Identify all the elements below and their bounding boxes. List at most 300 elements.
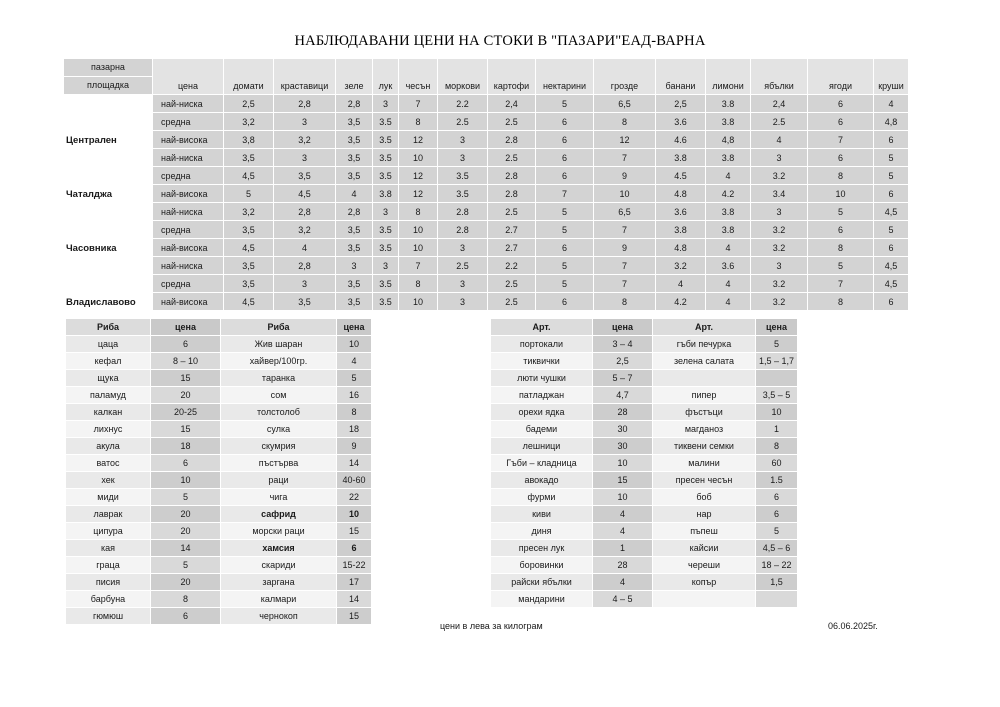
column-header-product: лимони	[706, 59, 751, 95]
price-value: 8	[399, 203, 438, 221]
price-value: 6	[536, 293, 594, 311]
item-name: сом	[221, 387, 337, 404]
price-value: 3.2	[656, 257, 706, 275]
price-row	[64, 167, 909, 185]
price-value: 3.2	[751, 293, 808, 311]
price-value: 6	[536, 239, 594, 257]
item-row	[491, 353, 798, 370]
price-value: 4.6	[656, 131, 706, 149]
price-value: 4	[751, 131, 808, 149]
price-value: 5	[874, 149, 909, 167]
item-price: 60	[756, 455, 798, 472]
price-row	[64, 275, 909, 293]
price-value: 8	[399, 113, 438, 131]
price-value: 2.5	[488, 203, 536, 221]
item-name: пипер	[653, 387, 756, 404]
item-price: 6	[337, 540, 372, 557]
item-name: Жив шаран	[221, 336, 337, 353]
price-value: 7	[594, 149, 656, 167]
item-price: 17	[337, 574, 372, 591]
item-name: толстолоб	[221, 404, 337, 421]
price-value: 5	[808, 203, 874, 221]
item-price: 5	[756, 336, 798, 353]
corner-label-top: пазарна	[64, 59, 152, 77]
price-value: 3	[274, 149, 336, 167]
price-value: 10	[594, 185, 656, 203]
item-price: 5	[151, 557, 221, 574]
item-price: 1,5 – 1,7	[756, 353, 798, 370]
price-value: 12	[594, 131, 656, 149]
price-value: 3.5	[438, 185, 488, 203]
item-row	[66, 557, 372, 574]
main-price-table	[63, 58, 909, 311]
art-table-container	[490, 318, 798, 608]
column-header: Арт.	[491, 319, 593, 336]
price-value: 4	[706, 239, 751, 257]
price-value: 5	[536, 221, 594, 239]
price-value: 3.5	[373, 131, 399, 149]
item-row	[491, 472, 798, 489]
item-row	[66, 472, 372, 489]
item-row	[66, 370, 372, 387]
price-value: 3,5	[336, 239, 373, 257]
item-price: 18	[151, 438, 221, 455]
price-value: 3,5	[224, 221, 274, 239]
price-value: 5	[874, 221, 909, 239]
price-value: 2.8	[488, 131, 536, 149]
price-value: 2.8	[488, 185, 536, 203]
price-value: 3.2	[751, 239, 808, 257]
price-row	[64, 203, 909, 221]
price-value: 7	[808, 275, 874, 293]
price-value: 3.8	[656, 149, 706, 167]
item-row	[66, 591, 372, 608]
item-price: 10	[151, 472, 221, 489]
item-price: 8	[151, 591, 221, 608]
column-header-product: банани	[656, 59, 706, 95]
item-name: граца	[66, 557, 151, 574]
column-header-price: цена	[153, 59, 224, 95]
item-name: пъстърва	[221, 455, 337, 472]
column-header-product: зеле	[336, 59, 373, 95]
item-name: мандарини	[491, 591, 593, 608]
price-row	[64, 149, 909, 167]
price-value: 4,5	[224, 239, 274, 257]
header-row	[66, 319, 372, 336]
column-header-product: грозде	[594, 59, 656, 95]
item-price: 30	[593, 438, 653, 455]
column-header: цена	[593, 319, 653, 336]
price-value: 3,5	[224, 149, 274, 167]
item-name: кефал	[66, 353, 151, 370]
item-name: пресен лук	[491, 540, 593, 557]
item-name	[653, 370, 756, 387]
art-table-body	[491, 336, 798, 608]
price-value: 8	[808, 239, 874, 257]
item-name: скумрия	[221, 438, 337, 455]
column-header: цена	[337, 319, 372, 336]
price-value: 3.8	[706, 113, 751, 131]
item-row	[66, 574, 372, 591]
item-row	[66, 523, 372, 540]
item-name: пъпеш	[653, 523, 756, 540]
item-name: лаврак	[66, 506, 151, 523]
item-price: 14	[337, 591, 372, 608]
price-value: 2,8	[274, 203, 336, 221]
price-value: 2.5	[488, 275, 536, 293]
price-value: 6	[536, 149, 594, 167]
price-value: 3.5	[373, 113, 399, 131]
item-row	[66, 421, 372, 438]
price-value: 10	[399, 221, 438, 239]
price-unit-note: цени в лева за килограм	[440, 621, 543, 631]
price-value: 3,5	[336, 167, 373, 185]
price-value: 3	[373, 257, 399, 275]
price-value: 3	[438, 293, 488, 311]
price-value: 3.5	[373, 239, 399, 257]
column-header: Риба	[66, 319, 151, 336]
price-value: 12	[399, 167, 438, 185]
price-value: 4.2	[656, 293, 706, 311]
price-value: 5	[536, 257, 594, 275]
price-value: 6,5	[594, 95, 656, 113]
price-value: 6	[808, 149, 874, 167]
item-name	[653, 591, 756, 608]
price-tier-label: най-висока	[153, 185, 224, 203]
item-price: 20	[151, 506, 221, 523]
item-name: морски раци	[221, 523, 337, 540]
item-price: 2,5	[593, 353, 653, 370]
price-value: 3,8	[224, 131, 274, 149]
price-tier-label: най-висока	[153, 239, 224, 257]
item-row	[491, 387, 798, 404]
price-value: 3	[438, 131, 488, 149]
price-value: 4,8	[874, 113, 909, 131]
item-name: цаца	[66, 336, 151, 353]
item-price: 4	[337, 353, 372, 370]
price-value: 3.2	[751, 275, 808, 293]
price-value: 6	[874, 239, 909, 257]
price-value: 4,8	[706, 131, 751, 149]
price-tier-label: най-висока	[153, 293, 224, 311]
price-value: 3	[438, 275, 488, 293]
item-price: 3 – 4	[593, 336, 653, 353]
price-value: 2,5	[656, 95, 706, 113]
price-value: 3	[751, 203, 808, 221]
price-value: 3	[751, 149, 808, 167]
price-value: 2.8	[438, 203, 488, 221]
price-value: 5	[874, 167, 909, 185]
fish-table-container	[65, 318, 372, 625]
item-price: 6	[151, 336, 221, 353]
item-name: лешници	[491, 438, 593, 455]
item-price: 10	[756, 404, 798, 421]
price-value: 10	[399, 149, 438, 167]
item-price: 5	[756, 523, 798, 540]
price-value: 8	[808, 293, 874, 311]
price-value: 4	[706, 275, 751, 293]
art-price-table	[490, 318, 798, 608]
price-value: 2.5	[488, 293, 536, 311]
price-value: 3	[274, 275, 336, 293]
price-row	[64, 185, 909, 203]
item-price: 4,7	[593, 387, 653, 404]
item-price: 30	[593, 421, 653, 438]
price-value: 4,5	[224, 167, 274, 185]
column-header-product: картофи	[488, 59, 536, 95]
price-value: 3	[336, 257, 373, 275]
price-value: 2,4	[751, 95, 808, 113]
item-name: писия	[66, 574, 151, 591]
column-header: Риба	[221, 319, 337, 336]
price-value: 3.8	[373, 185, 399, 203]
item-name: орехи ядка	[491, 404, 593, 421]
item-name: заргана	[221, 574, 337, 591]
price-value: 6	[808, 221, 874, 239]
item-name: паламуд	[66, 387, 151, 404]
price-value: 3,5	[336, 149, 373, 167]
price-value: 5	[536, 203, 594, 221]
price-value: 6,5	[594, 203, 656, 221]
item-name: чернокоп	[221, 608, 337, 625]
price-value: 12	[399, 131, 438, 149]
item-name: фъстъци	[653, 404, 756, 421]
price-tier-label: средна	[153, 275, 224, 293]
item-price: 20	[151, 387, 221, 404]
price-tier-label: най-ниска	[153, 203, 224, 221]
column-header-product: домати	[224, 59, 274, 95]
price-value: 8	[399, 275, 438, 293]
price-value: 2.5	[438, 257, 488, 275]
item-name: гюмюш	[66, 608, 151, 625]
item-price: 22	[337, 489, 372, 506]
price-value: 3	[274, 113, 336, 131]
price-value: 4	[274, 239, 336, 257]
price-value: 2.2	[438, 95, 488, 113]
price-value: 3.6	[656, 203, 706, 221]
item-price: 6	[756, 489, 798, 506]
price-value: 6	[808, 95, 874, 113]
item-name: хек	[66, 472, 151, 489]
column-header-product: лук	[373, 59, 399, 95]
price-value: 12	[399, 185, 438, 203]
item-name: фурми	[491, 489, 593, 506]
item-price: 40-60	[337, 472, 372, 489]
price-value: 4.8	[656, 185, 706, 203]
price-value: 2,4	[488, 95, 536, 113]
item-price: 18 – 22	[756, 557, 798, 574]
item-row	[66, 608, 372, 625]
item-name: малини	[653, 455, 756, 472]
price-value: 3,2	[224, 113, 274, 131]
price-tier-label: най-ниска	[153, 95, 224, 113]
fish-table-body	[66, 336, 372, 625]
price-value: 3,5	[336, 131, 373, 149]
price-value: 2,8	[274, 95, 336, 113]
item-price: 16	[337, 387, 372, 404]
item-name: скариди	[221, 557, 337, 574]
item-name: тиквени семки	[653, 438, 756, 455]
main-table-body	[64, 95, 909, 311]
price-value: 3,5	[224, 275, 274, 293]
price-value: 3,5	[274, 167, 336, 185]
price-row	[64, 95, 909, 113]
item-row	[66, 387, 372, 404]
item-name: райски ябълки	[491, 574, 593, 591]
item-row	[66, 404, 372, 421]
item-name: портокали	[491, 336, 593, 353]
column-header-product: чесън	[399, 59, 438, 95]
item-row	[66, 489, 372, 506]
item-price: 8	[337, 404, 372, 421]
item-name: кая	[66, 540, 151, 557]
item-price: 5	[151, 489, 221, 506]
item-price: 6	[756, 506, 798, 523]
item-row	[491, 506, 798, 523]
item-name: чига	[221, 489, 337, 506]
price-value: 6	[808, 113, 874, 131]
item-price: 4,5 – 6	[756, 540, 798, 557]
price-value: 3.6	[656, 113, 706, 131]
item-name: ципура	[66, 523, 151, 540]
price-value: 3,5	[224, 257, 274, 275]
price-value: 7	[594, 221, 656, 239]
price-value: 4	[874, 95, 909, 113]
item-name: ватос	[66, 455, 151, 472]
item-price: 14	[151, 540, 221, 557]
price-row	[64, 239, 909, 257]
item-row	[491, 557, 798, 574]
price-value: 2.5	[751, 113, 808, 131]
column-header-product: ябълки	[751, 59, 808, 95]
item-price: 4	[593, 574, 653, 591]
item-price	[756, 370, 798, 387]
price-value: 2.5	[488, 149, 536, 167]
item-price: 20	[151, 574, 221, 591]
market-name: Владиславово	[64, 257, 153, 311]
price-value: 3.6	[706, 257, 751, 275]
price-value: 3,5	[336, 275, 373, 293]
item-price: 15	[337, 523, 372, 540]
item-name: люти чушки	[491, 370, 593, 387]
item-price: 1	[593, 540, 653, 557]
price-value: 2,8	[336, 203, 373, 221]
price-value: 3	[438, 149, 488, 167]
price-value: 7	[594, 257, 656, 275]
price-value: 6	[874, 185, 909, 203]
item-name: бадеми	[491, 421, 593, 438]
corner-label-bottom: площадка	[86, 80, 130, 90]
column-header: цена	[151, 319, 221, 336]
price-row	[64, 113, 909, 131]
price-value: 7	[808, 131, 874, 149]
item-price	[756, 591, 798, 608]
price-tier-label: средна	[153, 167, 224, 185]
item-name: авокадо	[491, 472, 593, 489]
price-value: 3,5	[336, 293, 373, 311]
item-row	[491, 540, 798, 557]
item-row	[66, 353, 372, 370]
item-name: Гъби – кладница	[491, 455, 593, 472]
price-value: 3,5	[336, 221, 373, 239]
price-value: 3,2	[224, 203, 274, 221]
price-tier-label: най-ниска	[153, 257, 224, 275]
column-header: Арт.	[653, 319, 756, 336]
price-value: 9	[594, 167, 656, 185]
item-price: 9	[337, 438, 372, 455]
price-value: 10	[399, 293, 438, 311]
column-header-product: круши	[874, 59, 909, 95]
item-price: 1.5	[756, 472, 798, 489]
item-price: 15-22	[337, 557, 372, 574]
price-value: 3.5	[373, 275, 399, 293]
fish-table-head	[66, 319, 372, 336]
item-name: киви	[491, 506, 593, 523]
item-row	[491, 336, 798, 353]
item-price: 4	[593, 506, 653, 523]
price-value: 3.8	[706, 149, 751, 167]
price-value: 10	[399, 239, 438, 257]
item-price: 5	[337, 370, 372, 387]
item-price: 15	[337, 608, 372, 625]
item-name: щука	[66, 370, 151, 387]
item-row	[491, 438, 798, 455]
item-name: таранка	[221, 370, 337, 387]
price-value: 7	[399, 95, 438, 113]
item-name: калмари	[221, 591, 337, 608]
item-row	[491, 455, 798, 472]
item-price: 1,5	[756, 574, 798, 591]
item-row	[66, 438, 372, 455]
price-value: 4	[336, 185, 373, 203]
price-value: 3,2	[274, 221, 336, 239]
price-value: 2.5	[438, 113, 488, 131]
price-tier-label: средна	[153, 221, 224, 239]
price-value: 4.8	[656, 239, 706, 257]
market-name: Часовника	[64, 203, 153, 257]
item-price: 6	[151, 455, 221, 472]
price-value: 3.4	[751, 185, 808, 203]
item-name: череши	[653, 557, 756, 574]
item-price: 4	[593, 523, 653, 540]
price-value: 3.5	[373, 221, 399, 239]
corner-cell	[64, 59, 153, 95]
item-price: 15	[151, 370, 221, 387]
item-name: сафрид	[221, 506, 337, 523]
price-value: 3	[373, 95, 399, 113]
item-price: 10	[593, 455, 653, 472]
item-row	[491, 489, 798, 506]
price-value: 2,8	[274, 257, 336, 275]
price-value: 5	[536, 275, 594, 293]
price-value: 2.7	[488, 239, 536, 257]
price-value: 6	[536, 113, 594, 131]
item-price: 15	[593, 472, 653, 489]
price-value: 2.8	[438, 221, 488, 239]
item-name: зелена салата	[653, 353, 756, 370]
item-name: тиквички	[491, 353, 593, 370]
item-name: барбуна	[66, 591, 151, 608]
price-value: 8	[594, 293, 656, 311]
price-value: 4	[706, 167, 751, 185]
item-name: магданоз	[653, 421, 756, 438]
price-value: 6	[874, 131, 909, 149]
item-row	[491, 523, 798, 540]
item-row	[491, 574, 798, 591]
price-value: 2,8	[336, 95, 373, 113]
column-header-product: ягоди	[808, 59, 874, 95]
item-price: 20-25	[151, 404, 221, 421]
